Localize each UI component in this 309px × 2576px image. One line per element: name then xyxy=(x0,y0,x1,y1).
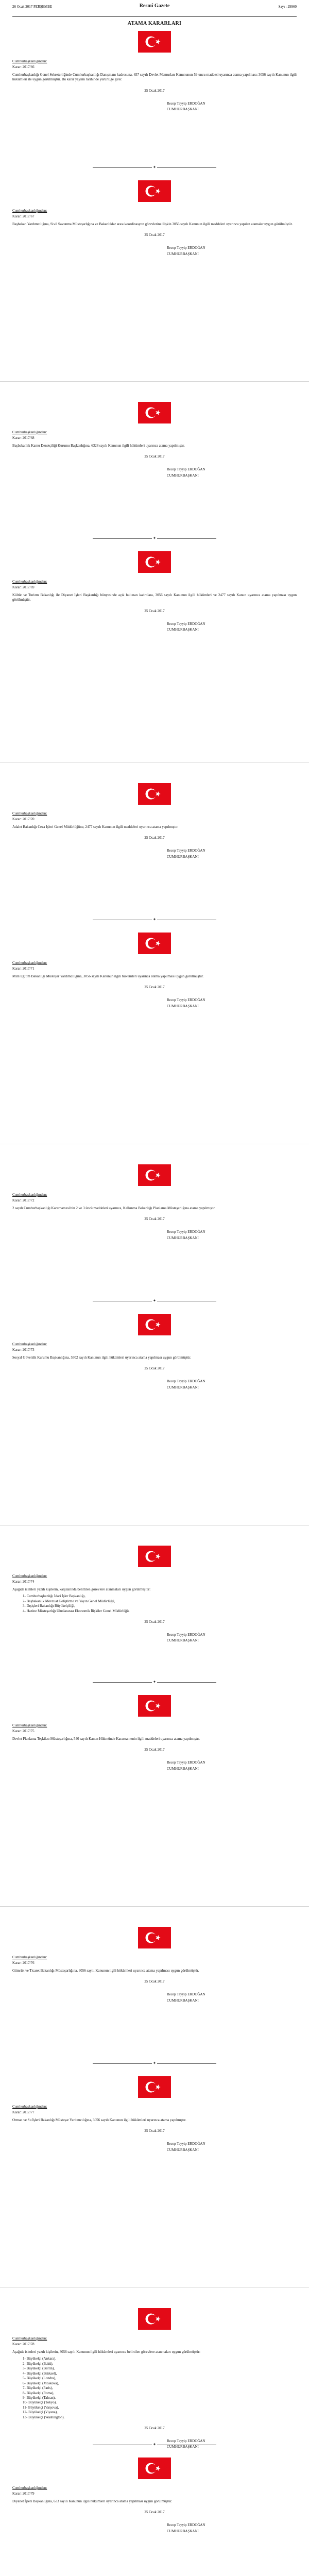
signature-block xyxy=(167,997,297,1009)
signature-block xyxy=(167,848,297,859)
page-separator xyxy=(0,381,309,382)
header-date: 26 Ocak 2017 PERŞEMBE xyxy=(12,5,53,9)
list-item: 6- Büyükelçi (Moskova), xyxy=(23,2381,59,2385)
signature-block xyxy=(167,2522,297,2534)
gazette-page xyxy=(0,1906,309,2287)
list-item: 2- Başbakanlık Mevzuat Geliştirme ve Yayın Genel Müdürlüğü, xyxy=(23,1599,115,1603)
signer-name: Recep Tayyip ERDOĞAN xyxy=(167,2439,205,2444)
signature-block xyxy=(167,245,297,257)
gazette-header xyxy=(12,0,297,16)
header-title: Resmî Gazete xyxy=(139,3,170,9)
decision-number: Karar: 2017/66 xyxy=(12,64,35,69)
signer-title: CUMHURBAŞKANI xyxy=(167,1766,199,1771)
decision-body: Başbakan Yardımcılığına, Sivil Savunma Müsteşarlığına ve Bakanlıklar arası koordinasyon görevlerine ilişkin 3056 sayılı Kanunun ilgili maddeleri uyarınca yapılan atamalar uygun görülmüştür. xyxy=(12,222,293,226)
issuer-label: Cumhurbaşkanlığından: xyxy=(12,430,47,434)
signer-name: Recep Tayyip ERDOĞAN xyxy=(167,1992,205,1997)
signature-block xyxy=(167,1632,297,1643)
signer-title: CUMHURBAŞKANI xyxy=(167,1235,199,1240)
decision-block xyxy=(12,2458,297,2534)
decision-number: Karar: 2017/77 xyxy=(12,2110,35,2114)
list-item: 2- Büyükelçi (Bakü), xyxy=(23,2361,54,2366)
section-divider xyxy=(93,536,216,541)
turkish-flag-icon xyxy=(138,402,171,423)
gazette-page xyxy=(0,0,309,381)
issuer-label: Cumhurbaşkanlığından: xyxy=(12,961,47,965)
signer-name: Recep Tayyip ERDOĞAN xyxy=(167,2142,205,2146)
section-divider xyxy=(93,2061,216,2066)
section-title: ATAMA KARARLARI xyxy=(127,21,182,26)
decision-meta xyxy=(12,2336,297,2347)
decision-body: 2 sayılı Cumhurbaşkanlığı Kararnamesi'nin 2 ve 3 üncü maddeleri uyarınca, Kalkınma Bakanlığı Planlama Müsteşarlığına atama yapılmıştır. xyxy=(12,1206,216,1210)
gazette-page xyxy=(0,2287,309,2576)
turkish-flag-icon xyxy=(138,2076,171,2098)
section-divider xyxy=(93,917,216,922)
signer-title: CUMHURBAŞKANI xyxy=(167,473,199,478)
list-item: 11- Büyükelçi (Varşova), xyxy=(23,2405,59,2410)
header-issue: Sayı : 29960 xyxy=(278,5,297,9)
issuer-label: Cumhurbaşkanlığından: xyxy=(12,209,47,213)
decision-meta xyxy=(12,811,297,822)
signer-name: Recep Tayyip ERDOĞAN xyxy=(167,621,205,626)
issuer-label: Cumhurbaşkanlığından: xyxy=(12,2336,47,2341)
turkish-flag-icon xyxy=(138,1546,171,1567)
issuer-label: Cumhurbaşkanlığından: xyxy=(12,1342,47,1346)
decision-body: Aşağıda isimleri yazılı kişilerin, karşılarında belirtilen görevlere atanmaları uygun görülmüştür: xyxy=(12,1587,151,1591)
decision-number: Karar: 2017/73 xyxy=(12,1347,35,1352)
issuer-label: Cumhurbaşkanlığından: xyxy=(12,580,47,584)
decision-block xyxy=(12,1314,297,1391)
signature-block xyxy=(167,101,297,112)
decision-block xyxy=(12,1927,297,2004)
divider-star-icon: ✦ xyxy=(152,536,157,540)
decision-body: Milli Eğitim Bakanlığı Müsteşar Yardımcılığına, 3056 sayılı Kanunun ilgili hükümleri uyarınca atama yapılması uygun görülmüştür. xyxy=(12,974,204,978)
decision-block xyxy=(12,933,297,1009)
decision-meta xyxy=(12,579,297,590)
signer-title: CUMHURBAŞKANI xyxy=(167,2529,199,2533)
turkish-flag-icon xyxy=(138,1927,171,1948)
decision-body: Gümrük ve Ticaret Bakanlığı Müsteşarlığına, 3056 sayılı Kanunun ilgili hükümleri uyarınca atama yapılması uygun görülmüştür. xyxy=(12,1969,199,1973)
gazette-page xyxy=(0,381,309,762)
divider-star-icon: ✦ xyxy=(152,165,157,170)
signature-block xyxy=(167,1760,297,1771)
issuer-label: Cumhurbaşkanlığından: xyxy=(12,1193,47,1197)
section-divider xyxy=(93,165,216,170)
signer-title: CUMHURBAŞKANI xyxy=(167,1004,199,1008)
decision-block xyxy=(12,2076,297,2153)
decision-number: Karar: 2017/79 xyxy=(12,2491,35,2496)
signer-name: Recep Tayyip ERDOĞAN xyxy=(167,467,205,472)
list-item: 4- Büyükelçi (Brüksel), xyxy=(23,2371,57,2376)
decision-block xyxy=(12,2308,297,2450)
decision-date: 25 Ocak 2017 xyxy=(144,985,165,990)
decision-number: Karar: 2017/69 xyxy=(12,585,35,589)
signer-name: Recep Tayyip ERDOĞAN xyxy=(167,101,205,106)
page-separator xyxy=(0,762,309,763)
signature-block xyxy=(167,1992,297,2003)
decision-date: 25 Ocak 2017 xyxy=(144,2129,165,2133)
signer-title: CUMHURBAŞKANI xyxy=(167,854,199,859)
decision-block xyxy=(12,402,297,479)
decision-number: Karar: 2017/76 xyxy=(12,1960,35,1965)
page-separator xyxy=(0,2287,309,2288)
decision-date: 25 Ocak 2017 xyxy=(144,454,165,459)
signer-title: CUMHURBAŞKANI xyxy=(167,1998,199,2003)
divider-star-icon: ✦ xyxy=(152,917,157,922)
signer-name: Recep Tayyip ERDOĞAN xyxy=(167,246,205,250)
list-item: 5- Büyükelçi (Londra), xyxy=(23,2376,56,2381)
signer-title: CUMHURBAŞKANI xyxy=(167,251,199,256)
decision-meta xyxy=(12,1723,297,1734)
decision-body: Başbakanlık Kamu Denetçiliği Kurumu Başkanlığına, 6328 sayılı Kanunun ilgili hükümleri uyarınca atama yapılmıştır. xyxy=(12,444,185,448)
decision-block xyxy=(12,1546,297,1644)
section-divider xyxy=(93,1298,216,1303)
turkish-flag-icon xyxy=(138,551,171,573)
signer-name: Recep Tayyip ERDOĞAN xyxy=(167,849,205,853)
turkish-flag-icon xyxy=(138,2458,171,2479)
gazette-page xyxy=(0,762,309,1144)
decision-date: 25 Ocak 2017 xyxy=(144,2510,165,2515)
decision-meta xyxy=(12,59,297,70)
signature-block xyxy=(167,621,297,633)
decision-body: Orman ve Su İşleri Bakanlığı Müsteşar Yardımcılığına, 3056 sayılı Kanunun ilgili hükümleri uyarınca atama yapılmıştır. xyxy=(12,2118,186,2122)
divider-star-icon: ✦ xyxy=(152,2061,157,2065)
decision-date: 25 Ocak 2017 xyxy=(144,1620,165,1624)
list-item: 13- Büyükelçi (Washington). xyxy=(23,2415,65,2419)
decision-number: Karar: 2017/68 xyxy=(12,435,35,440)
turkish-flag-icon xyxy=(138,180,171,202)
signature-block xyxy=(167,467,297,478)
decision-number: Karar: 2017/72 xyxy=(12,1198,35,1202)
divider-star-icon: ✦ xyxy=(152,1298,157,1303)
decision-date: 25 Ocak 2017 xyxy=(144,233,165,238)
page-separator xyxy=(0,1906,309,1907)
turkish-flag-icon xyxy=(138,1314,171,1335)
list-item: 9- Büyükelçi (Tahran), xyxy=(23,2395,56,2400)
gazette-page xyxy=(0,1144,309,1525)
decision-date: 25 Ocak 2017 xyxy=(144,1979,165,1984)
signer-name: Recep Tayyip ERDOĞAN xyxy=(167,2523,205,2528)
decision-number: Karar: 2017/70 xyxy=(12,817,35,821)
section-divider xyxy=(93,2442,216,2447)
decision-meta xyxy=(12,1955,297,1965)
decision-block xyxy=(12,180,297,257)
appointment-list xyxy=(23,1594,297,1614)
decision-block xyxy=(12,1695,297,1772)
turkish-flag-icon xyxy=(138,1695,171,1717)
list-item: 7- Büyükelçi (Paris), xyxy=(23,2386,53,2391)
decision-date: 25 Ocak 2017 xyxy=(144,608,165,613)
list-item: 12- Büyükelçi (Viyana), xyxy=(23,2410,58,2415)
list-item: 1- Cumhurbaşkanlığı İdari İşler Başkanlığı, xyxy=(23,1594,85,1599)
signer-name: Recep Tayyip ERDOĞAN xyxy=(167,1633,205,1637)
decision-body: Aşağıda isimleri yazılı kişilerin, 3056 sayılı Kanunun ilgili hükümleri uyarınca belirtilen görevlere atanmaları uygun görülmüştür: xyxy=(12,2350,200,2354)
signer-title: CUMHURBAŞKANI xyxy=(167,1385,199,1389)
decision-meta xyxy=(12,1342,297,1352)
signer-name: Recep Tayyip ERDOĞAN xyxy=(167,1379,205,1384)
page-separator xyxy=(0,1525,309,1526)
decision-body: Cumhurbaşkanlığı Genel Sekreterliğinde Cumhurbaşkanlığı Danışmanı kadrosuna, 657 sayılı Devlet Memurları Kanununun 59 uncu maddesi uyarınca atama yapılması; 3056 sayılı Kanunun ilgili hükümleri ile uygun görülmüştür. Bu karar yayımı tarihinde yürürlüğe girer. xyxy=(12,73,297,82)
issuer-label: Cumhurbaşkanlığından: xyxy=(12,1574,47,1578)
decision-meta xyxy=(12,1192,297,1203)
signer-title: CUMHURBAŞKANI xyxy=(167,2147,199,2152)
decision-date: 25 Ocak 2017 xyxy=(144,836,165,840)
divider-star-icon: ✦ xyxy=(152,1680,157,1684)
decision-body: Devlet Planlama Teşkilatı Müsteşarlığına, 540 sayılı Kanun Hükmünde Kararnamenin ilgili maddeleri uyarınca atama yapılmıştır. xyxy=(12,1737,200,1741)
decision-meta xyxy=(12,2485,297,2496)
decision-meta xyxy=(12,208,297,219)
decision-date: 25 Ocak 2017 xyxy=(144,1217,165,1222)
list-item: 4- Hazine Müsteşarlığı Uluslararası Ekonomik İlişkiler Genel Müdürlüğü. xyxy=(23,1608,130,1613)
decision-block xyxy=(12,31,297,112)
decision-body: Diyanet İşleri Başkanlığına, 633 sayılı Kanunun ilgili hükümleri uyarınca atama yapılması uygun görülmüştür. xyxy=(12,2499,173,2503)
issuer-label: Cumhurbaşkanlığından: xyxy=(12,1955,47,1959)
signer-title: CUMHURBAŞKANI xyxy=(167,1638,199,1643)
issuer-label: Cumhurbaşkanlığından: xyxy=(12,1723,47,1727)
turkish-flag-icon xyxy=(138,1164,171,1186)
appointment-list xyxy=(23,2357,297,2420)
list-item: 8- Büyükelçi (Roma), xyxy=(23,2391,55,2395)
issuer-label: Cumhurbaşkanlığından: xyxy=(12,2105,47,2109)
decision-block xyxy=(12,551,297,633)
decision-date: 25 Ocak 2017 xyxy=(144,2426,165,2431)
list-item: 3- Dışişleri Bakanlığı Büyükelçiliği, xyxy=(23,1604,75,1608)
decision-number: Karar: 2017/74 xyxy=(12,1579,35,1584)
list-item: 3- Büyükelçi (Berlin), xyxy=(23,2366,55,2371)
decision-date: 25 Ocak 2017 xyxy=(144,1366,165,1371)
turkish-flag-icon xyxy=(138,31,171,53)
signature-block xyxy=(167,1229,297,1241)
signer-name: Recep Tayyip ERDOĞAN xyxy=(167,998,205,1003)
list-item: 10- Büyükelçi (Tokyo), xyxy=(23,2400,57,2405)
issuer-label: Cumhurbaşkanlığından: xyxy=(12,811,47,816)
signature-block xyxy=(167,2141,297,2153)
decision-number: Karar: 2017/67 xyxy=(12,214,35,218)
turkish-flag-icon xyxy=(138,783,171,805)
decision-meta xyxy=(12,960,297,971)
decision-meta xyxy=(12,2104,297,2115)
turkish-flag-icon xyxy=(138,2308,171,2330)
signer-title: CUMHURBAŞKANI xyxy=(167,2445,199,2449)
decision-body: Sosyal Güvenlik Kurumu Başkanlığına, 5502 sayılı Kanunun ilgili hükümleri uyarınca atama yapılması uygun görülmüştür. xyxy=(12,1355,192,1360)
decision-meta xyxy=(12,1573,297,1584)
gazette-page xyxy=(0,1525,309,1906)
decision-date: 25 Ocak 2017 xyxy=(144,88,165,93)
list-item: 1- Büyükelçi (Ankara), xyxy=(23,2357,57,2361)
decision-number: Karar: 2017/75 xyxy=(12,1728,35,1733)
signer-name: Recep Tayyip ERDOĞAN xyxy=(167,1760,205,1765)
decision-date: 25 Ocak 2017 xyxy=(144,1748,165,1752)
signer-name: Recep Tayyip ERDOĞAN xyxy=(167,1230,205,1234)
section-divider xyxy=(93,1680,216,1685)
decision-body: Kültür ve Turizm Bakanlığı ile Diyanet İşleri Başkanlığı bünyesinde açık bulunan kadrolara, 3056 sayılı Kanunun ilgili hükümleri ve 2477 sayılı Kanun uyarınca atama yapılması uygun görülmüştür. xyxy=(12,593,297,602)
issuer-label: Cumhurbaşkanlığından: xyxy=(12,59,47,63)
signer-title: CUMHURBAŞKANI xyxy=(167,107,199,112)
turkish-flag-icon xyxy=(138,933,171,954)
divider-star-icon: ✦ xyxy=(152,2442,157,2447)
decision-number: Karar: 2017/71 xyxy=(12,966,35,971)
decision-number: Karar: 2017/78 xyxy=(12,2342,35,2346)
decision-block xyxy=(12,783,297,860)
decision-block xyxy=(12,1164,297,1241)
issuer-label: Cumhurbaşkanlığından: xyxy=(12,2486,47,2490)
decision-body: Adalet Bakanlığı Ceza İşleri Genel Müdürlüğüne, 2477 sayılı Kanunun ilgili maddeleri uyarınca atama yapılmıştır. xyxy=(12,825,179,829)
signature-block xyxy=(167,1379,297,1390)
decision-meta xyxy=(12,430,297,440)
signer-title: CUMHURBAŞKANI xyxy=(167,628,199,632)
